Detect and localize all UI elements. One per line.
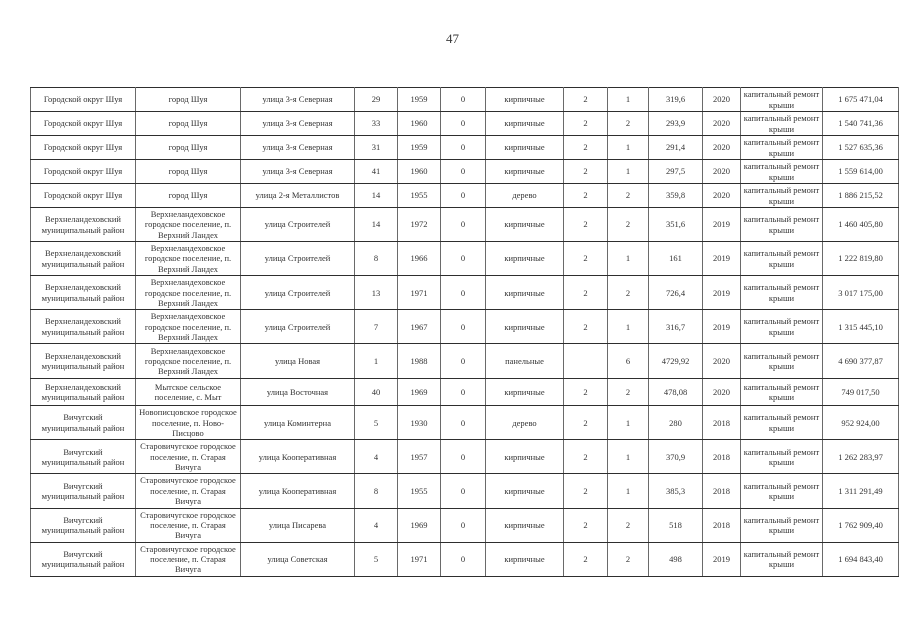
table-cell: 0 (441, 474, 486, 508)
table-cell: 1967 (398, 310, 441, 344)
table-cell: 2 (564, 160, 608, 184)
table-cell: капитальный ремонт крыши (741, 474, 823, 508)
table-cell: Городской округ Шуя (31, 136, 136, 160)
table-row (31, 112, 899, 136)
table-cell: улица Советская (241, 542, 355, 576)
table-cell: кирпичные (486, 474, 564, 508)
table-cell: 2 (564, 440, 608, 474)
table-cell: панельные (486, 344, 564, 379)
table-cell: 1957 (398, 440, 441, 474)
table-cell: Верхнеландеховское городское поселение, п. Верхний Ландех (136, 242, 241, 276)
table-row (31, 276, 899, 310)
table-cell: 0 (441, 184, 486, 208)
table-cell: 1 (608, 160, 649, 184)
table-cell: 2 (608, 542, 649, 576)
table-cell: 0 (441, 344, 486, 379)
table-cell: Городской округ Шуя (31, 112, 136, 136)
table-cell: 2 (564, 242, 608, 276)
table-cell: улица Кооперативная (241, 440, 355, 474)
table-cell: Вичугский муниципальный район (31, 406, 136, 440)
table-cell: Вичугский муниципальный район (31, 474, 136, 508)
table-cell: дерево (486, 406, 564, 440)
table-cell: 280 (649, 406, 703, 440)
table-cell: улица 3-я Северная (241, 160, 355, 184)
repair-program-table (30, 87, 899, 577)
table-cell: капитальный ремонт крыши (741, 160, 823, 184)
table-row (31, 160, 899, 184)
table-cell: 2020 (703, 379, 741, 406)
table-cell: 1 (355, 344, 398, 379)
table-row (31, 379, 899, 406)
table-cell: Городской округ Шуя (31, 88, 136, 112)
table-cell: улица 3-я Северная (241, 88, 355, 112)
table-cell: улица Строителей (241, 208, 355, 242)
table-cell: 2 (564, 406, 608, 440)
table-cell: Городской округ Шуя (31, 184, 136, 208)
table-cell: 359,8 (649, 184, 703, 208)
table-cell: 0 (441, 379, 486, 406)
table-cell: капитальный ремонт крыши (741, 406, 823, 440)
table-cell: кирпичные (486, 208, 564, 242)
table-cell: улица Строителей (241, 310, 355, 344)
table-cell: Верхнеландеховское городское поселение, п. Верхний Ландех (136, 208, 241, 242)
table-cell: улица Писарева (241, 508, 355, 542)
table-row (31, 440, 899, 474)
table-cell: кирпичные (486, 542, 564, 576)
table-cell: кирпичные (486, 379, 564, 406)
table-cell: кирпичные (486, 88, 564, 112)
table-cell: Верхнеландеховский муниципальный район (31, 310, 136, 344)
table-cell: 2 (564, 112, 608, 136)
table-cell: капитальный ремонт крыши (741, 440, 823, 474)
table-cell: 0 (441, 542, 486, 576)
table-cell: 1969 (398, 379, 441, 406)
table-cell: 2 (608, 208, 649, 242)
table-cell: капитальный ремонт крыши (741, 310, 823, 344)
table-cell: 1 (608, 242, 649, 276)
table-cell: город Шуя (136, 88, 241, 112)
table-body (31, 88, 899, 577)
table-cell: город Шуя (136, 136, 241, 160)
table-cell: 2018 (703, 406, 741, 440)
table-cell: Верхнеландеховское городское поселение, п. Верхний Ландех (136, 276, 241, 310)
table-cell: 2 (564, 184, 608, 208)
table-cell: 2020 (703, 160, 741, 184)
table-cell: кирпичные (486, 136, 564, 160)
table-cell: капитальный ремонт крыши (741, 88, 823, 112)
table-row (31, 542, 899, 576)
table-cell: 2020 (703, 136, 741, 160)
table-cell: 370,9 (649, 440, 703, 474)
table-cell: 8 (355, 474, 398, 508)
table-cell: 2 (608, 379, 649, 406)
table-cell: 1955 (398, 184, 441, 208)
table-cell: улица Коминтерна (241, 406, 355, 440)
table-cell: 2 (608, 508, 649, 542)
table-row (31, 474, 899, 508)
table-cell: 478,08 (649, 379, 703, 406)
table-cell: 2 (564, 208, 608, 242)
table-cell: капитальный ремонт крыши (741, 112, 823, 136)
table-cell: улица 2-я Металлистов (241, 184, 355, 208)
table-cell: капитальный ремонт крыши (741, 344, 823, 379)
table-cell: Верхнеландеховское городское поселение, п. Верхний Ландех (136, 310, 241, 344)
table-row (31, 406, 899, 440)
table-cell: 1 559 614,00 (823, 160, 899, 184)
table-cell: 1 222 819,80 (823, 242, 899, 276)
table-row (31, 88, 899, 112)
table-cell: 316,7 (649, 310, 703, 344)
table-cell: 0 (441, 160, 486, 184)
table-cell: капитальный ремонт крыши (741, 208, 823, 242)
table-cell: улица 3-я Северная (241, 136, 355, 160)
table-cell: 2020 (703, 344, 741, 379)
table-cell: 1 315 445,10 (823, 310, 899, 344)
table-cell: 1 (608, 88, 649, 112)
table-cell: кирпичные (486, 440, 564, 474)
table-cell: Вичугский муниципальный район (31, 508, 136, 542)
table-cell: 2019 (703, 242, 741, 276)
table-cell: 1 694 843,40 (823, 542, 899, 576)
table-cell: 2 (564, 508, 608, 542)
table-cell: 498 (649, 542, 703, 576)
table-cell: 2020 (703, 88, 741, 112)
table-cell: кирпичные (486, 112, 564, 136)
table-cell: 1 311 291,49 (823, 474, 899, 508)
table-row (31, 344, 899, 379)
table-cell: 5 (355, 406, 398, 440)
table-cell: Городской округ Шуя (31, 160, 136, 184)
table-cell: улица Строителей (241, 242, 355, 276)
table-cell: 1 762 909,40 (823, 508, 899, 542)
table-cell: 0 (441, 310, 486, 344)
table-cell: 6 (608, 344, 649, 379)
table-cell: 2 (564, 310, 608, 344)
table-cell: 2 (564, 542, 608, 576)
table-row (31, 310, 899, 344)
table-cell: 4 690 377,87 (823, 344, 899, 379)
table-cell: 2019 (703, 310, 741, 344)
table-cell: 40 (355, 379, 398, 406)
table-row (31, 208, 899, 242)
table-cell: 1 540 741,36 (823, 112, 899, 136)
table-row (31, 242, 899, 276)
table-cell: Старовичугское городское поселение, п. Старая Вичуга (136, 440, 241, 474)
table-cell: 0 (441, 508, 486, 542)
table-cell: капитальный ремонт крыши (741, 136, 823, 160)
table-cell: 1971 (398, 542, 441, 576)
table-cell: 4729,92 (649, 344, 703, 379)
table-cell: улица 3-я Северная (241, 112, 355, 136)
table-cell: 2020 (703, 112, 741, 136)
table-cell: 0 (441, 440, 486, 474)
table-cell: 2018 (703, 440, 741, 474)
table-cell: город Шуя (136, 112, 241, 136)
table-cell: 4 (355, 508, 398, 542)
table-cell: 2018 (703, 508, 741, 542)
table-cell: 0 (441, 208, 486, 242)
table-cell: Верхнеландеховский муниципальный район (31, 242, 136, 276)
table-cell: капитальный ремонт крыши (741, 542, 823, 576)
table-cell: кирпичные (486, 160, 564, 184)
table-cell: 297,5 (649, 160, 703, 184)
table-cell: 351,6 (649, 208, 703, 242)
table-cell: 0 (441, 276, 486, 310)
table-cell: 14 (355, 184, 398, 208)
table-cell: капитальный ремонт крыши (741, 184, 823, 208)
table-cell: 14 (355, 208, 398, 242)
table-cell: Верхнеландеховский муниципальный район (31, 379, 136, 406)
table-cell: 2 (608, 184, 649, 208)
table-cell: 2018 (703, 474, 741, 508)
table-cell: капитальный ремонт крыши (741, 276, 823, 310)
table-row (31, 184, 899, 208)
table-cell: 1955 (398, 474, 441, 508)
table-cell: 1960 (398, 160, 441, 184)
table-cell: 1 (608, 136, 649, 160)
table-cell: 0 (441, 406, 486, 440)
table-cell (564, 344, 608, 379)
table-cell: 2 (564, 136, 608, 160)
table-cell: 749 017,50 (823, 379, 899, 406)
table-cell: 319,6 (649, 88, 703, 112)
table-cell: 1 460 405,80 (823, 208, 899, 242)
table-cell: 1972 (398, 208, 441, 242)
table-cell: 1960 (398, 112, 441, 136)
table-cell: 0 (441, 88, 486, 112)
table-cell: 1966 (398, 242, 441, 276)
table-row (31, 136, 899, 160)
table-cell: 1 886 215,52 (823, 184, 899, 208)
table-cell: Старовичугское городское поселение, п. Старая Вичуга (136, 508, 241, 542)
table-cell: 2 (564, 88, 608, 112)
table-cell: Старовичугское городское поселение, п. Старая Вичуга (136, 474, 241, 508)
table-cell: Верхнеландеховский муниципальный район (31, 276, 136, 310)
table-cell: улица Новая (241, 344, 355, 379)
table-cell: 1 (608, 310, 649, 344)
table-cell: 29 (355, 88, 398, 112)
table-cell: Верхнеландеховское городское поселение, п. Верхний Ландех (136, 344, 241, 379)
table-cell: 1959 (398, 136, 441, 160)
table-cell: 1 (608, 406, 649, 440)
table-cell: 2020 (703, 184, 741, 208)
table-cell: 1959 (398, 88, 441, 112)
table-cell: 2019 (703, 276, 741, 310)
table-cell: 726,4 (649, 276, 703, 310)
table-cell: 2 (564, 379, 608, 406)
table-cell: 0 (441, 242, 486, 276)
table-cell: 1930 (398, 406, 441, 440)
table-cell: Вичугский муниципальный район (31, 542, 136, 576)
table-cell: Верхнеландеховский муниципальный район (31, 208, 136, 242)
table-cell: 1971 (398, 276, 441, 310)
table-cell: Вичугский муниципальный район (31, 440, 136, 474)
table-cell: 2 (564, 276, 608, 310)
table-cell: 1 262 283,97 (823, 440, 899, 474)
table-cell: кирпичные (486, 276, 564, 310)
table-cell: 1 (608, 474, 649, 508)
table-cell: кирпичные (486, 310, 564, 344)
table-cell: улица Восточная (241, 379, 355, 406)
table-cell: 33 (355, 112, 398, 136)
table-cell: Старовичугское городское поселение, п. Старая Вичуга (136, 542, 241, 576)
table-cell: 385,3 (649, 474, 703, 508)
table-cell: капитальный ремонт крыши (741, 508, 823, 542)
table-cell: 2 (564, 474, 608, 508)
table-cell: дерево (486, 184, 564, 208)
table-cell: город Шуя (136, 184, 241, 208)
table-cell: 31 (355, 136, 398, 160)
table-cell: 13 (355, 276, 398, 310)
table-cell: 2 (608, 112, 649, 136)
table-cell: 0 (441, 112, 486, 136)
table-cell: город Шуя (136, 160, 241, 184)
table-cell: 0 (441, 136, 486, 160)
table-cell: кирпичные (486, 508, 564, 542)
table-cell: капитальный ремонт крыши (741, 242, 823, 276)
table-cell: 1 (608, 440, 649, 474)
table-cell: 41 (355, 160, 398, 184)
table-cell: кирпичные (486, 242, 564, 276)
table-cell: Мытское сельское поселение, с. Мыт (136, 379, 241, 406)
table-cell: 952 924,00 (823, 406, 899, 440)
table-cell: 7 (355, 310, 398, 344)
table-cell: улица Кооперативная (241, 474, 355, 508)
table-row (31, 508, 899, 542)
table-cell: 2019 (703, 542, 741, 576)
table-cell: капитальный ремонт крыши (741, 379, 823, 406)
table-cell: 5 (355, 542, 398, 576)
table-cell: 161 (649, 242, 703, 276)
table-cell: 2019 (703, 208, 741, 242)
table-cell: 1 527 635,36 (823, 136, 899, 160)
table-cell: 518 (649, 508, 703, 542)
table-cell: 1 675 471,04 (823, 88, 899, 112)
table-cell: 291,4 (649, 136, 703, 160)
table-cell: 4 (355, 440, 398, 474)
table-cell: 2 (608, 276, 649, 310)
table-cell: 3 017 175,00 (823, 276, 899, 310)
table-cell: 8 (355, 242, 398, 276)
table-cell: улица Строителей (241, 276, 355, 310)
table-cell: 293,9 (649, 112, 703, 136)
table-cell: 1988 (398, 344, 441, 379)
page-number: 47 (446, 31, 459, 46)
table-cell: Верхнеландеховский муниципальный район (31, 344, 136, 379)
table-cell: 1969 (398, 508, 441, 542)
table-cell: Новописцовское городское поселение, п. Ново-Писцово (136, 406, 241, 440)
